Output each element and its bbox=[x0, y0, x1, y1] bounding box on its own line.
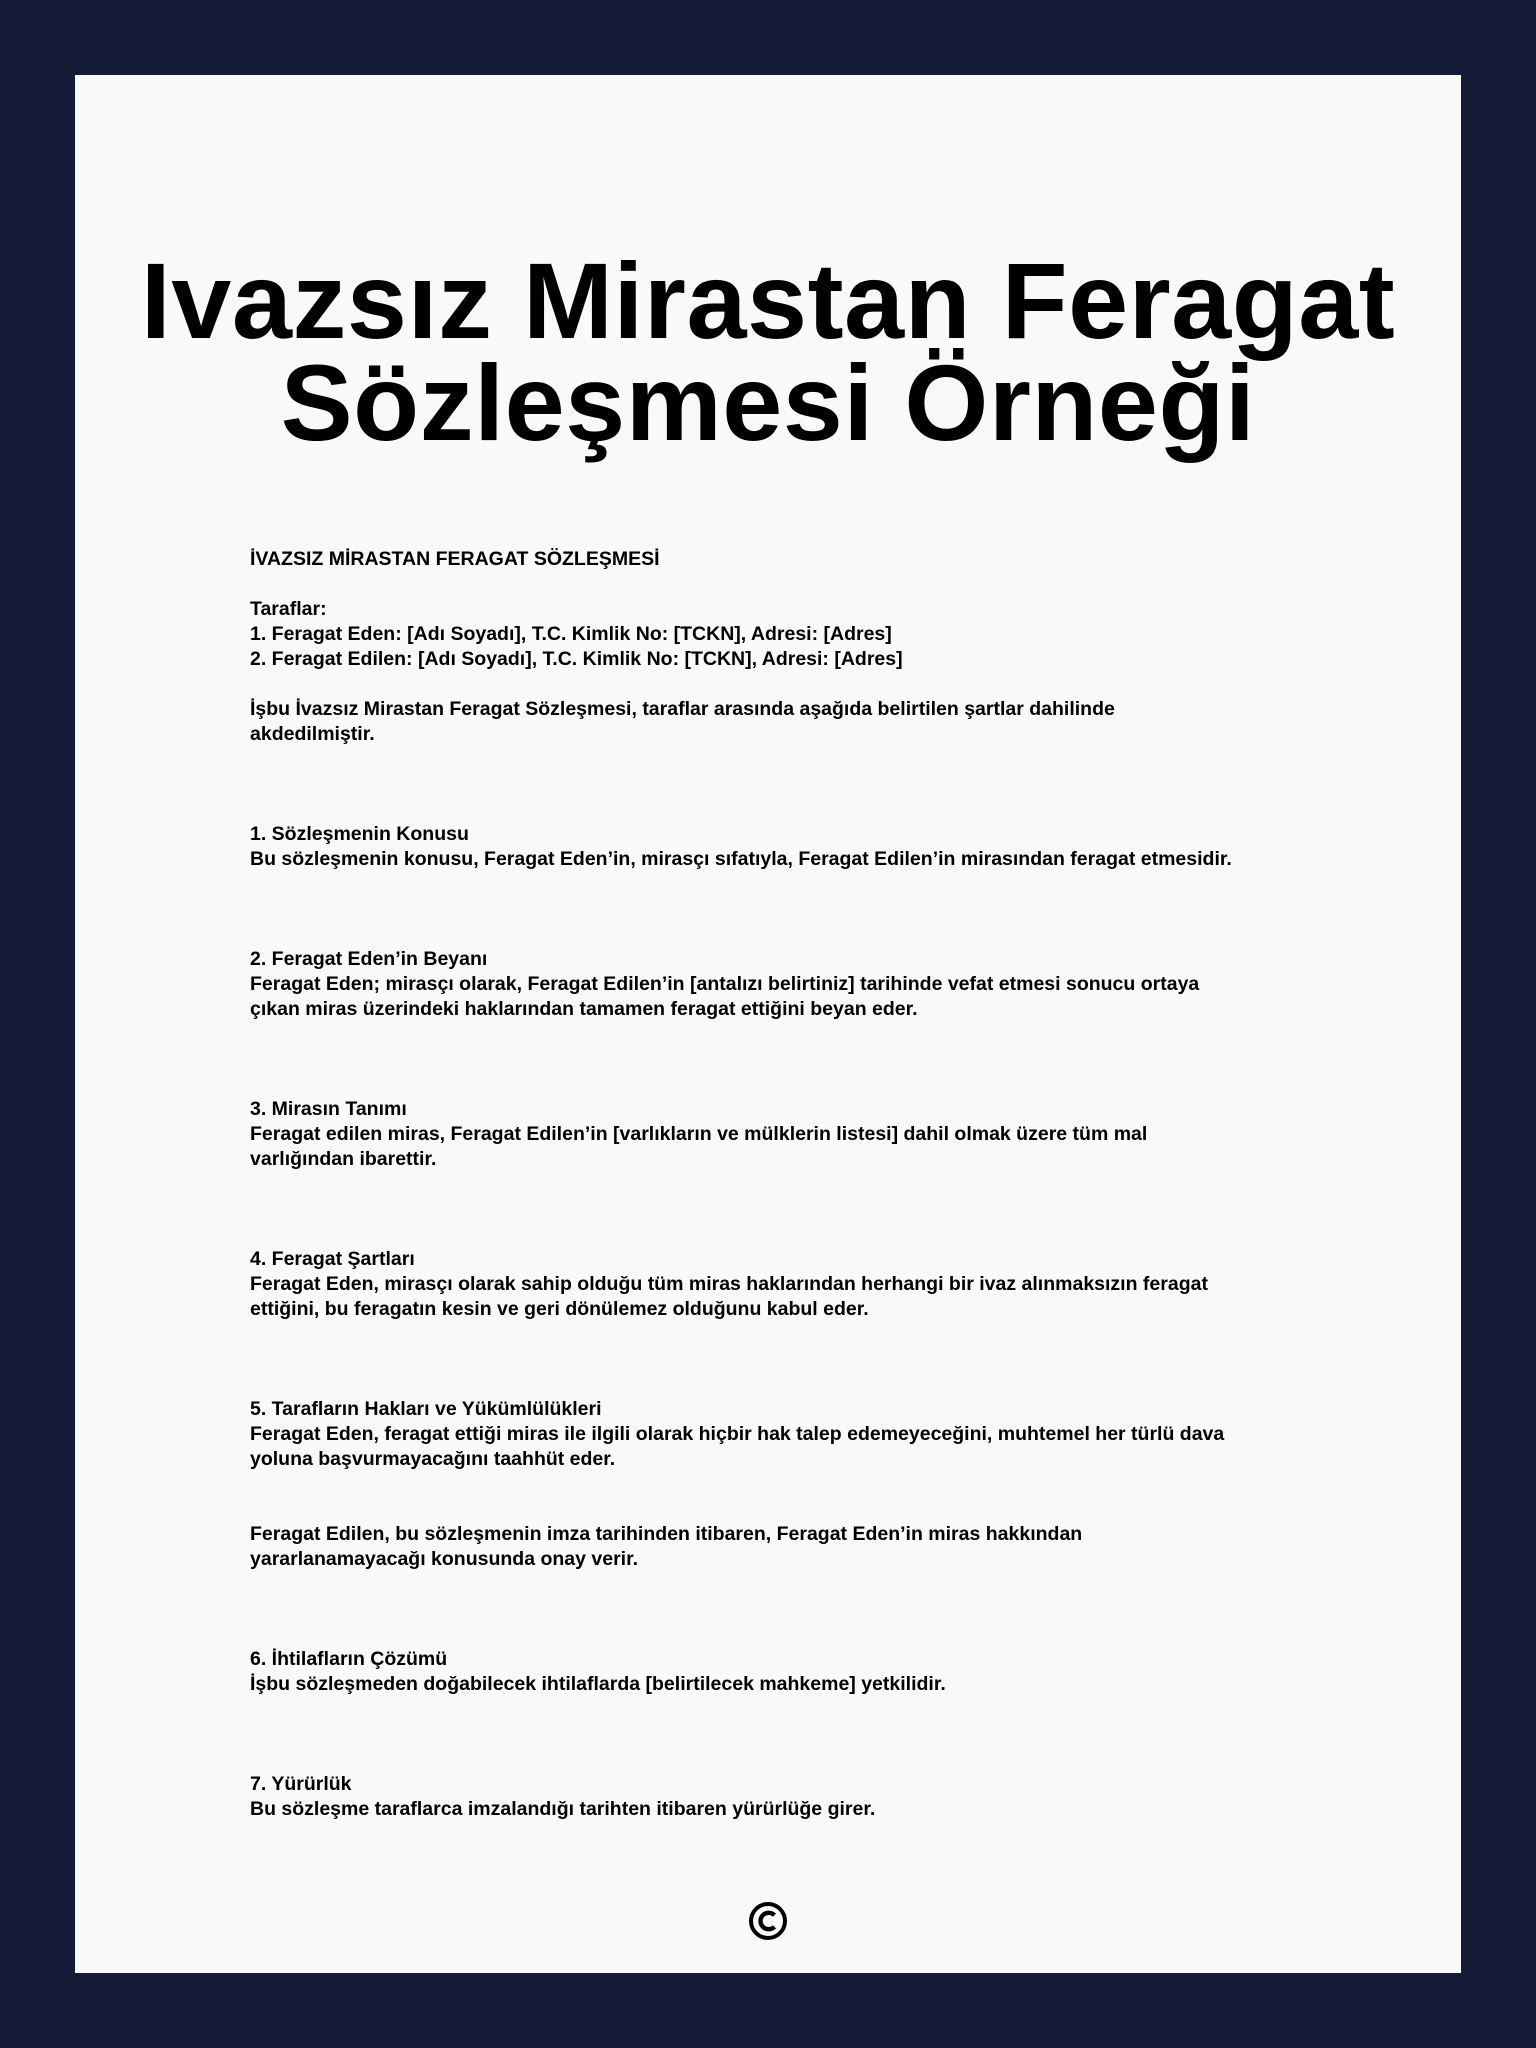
party-1: 1. Feragat Eden: [Adı Soyadı], T.C. Kimlik No: [TCKN], Adresi: [Adres] bbox=[250, 623, 892, 645]
section-line: Feragat Eden, mirasçı olarak sahip olduğu tüm miras haklarından herhangi bir ivaz alınmaksızın feragat bbox=[250, 1273, 1208, 1295]
intro-line: akdedilmiştir. bbox=[250, 723, 375, 745]
section-line: yoluna başvurmayacağını taahhüt eder. bbox=[250, 1448, 616, 1470]
document-heading: İVAZSIZ MİRASTAN FERAGAT SÖZLEŞMESİ bbox=[250, 548, 660, 570]
document-body bbox=[250, 547, 1350, 1897]
section-line: Feragat Eden; mirasçı olarak, Feragat Edilen’in [antalızı belirtiniz] tarihinde vefat etmesi sonucu ortaya bbox=[250, 973, 1200, 995]
party-2: 2. Feragat Edilen: [Adı Soyadı], T.C. Kimlik No: [TCKN], Adresi: [Adres] bbox=[250, 648, 903, 670]
section-line: çıkan miras üzerindeki haklarından tamamen feragat ettiğini beyan eder. bbox=[250, 998, 918, 1020]
title-line-2: Sözleşmesi Örneği bbox=[280, 342, 1256, 463]
parties-label: Taraflar: bbox=[250, 598, 327, 620]
copyright-icon bbox=[748, 1901, 788, 1941]
footer bbox=[75, 1901, 1461, 1946]
section-paragraph bbox=[250, 1397, 1350, 1472]
section-title: 1. Sözleşmenin Konusu bbox=[250, 823, 469, 845]
intro-paragraph bbox=[250, 697, 1350, 747]
section-line: yararlanamayacağı konusunda onay verir. bbox=[250, 1548, 639, 1570]
page-title bbox=[75, 240, 1461, 463]
title-line-1: Ivazsız Mirastan Feragat bbox=[140, 240, 1396, 361]
section-rights-obligations bbox=[250, 1397, 1350, 1572]
parties-block bbox=[250, 597, 1350, 672]
intro-line: İşbu İvazsız Mirastan Feragat Sözleşmesi, taraflar arasında aşağıda belirtilen şartlar dahilinde bbox=[250, 698, 1115, 720]
document-page bbox=[75, 75, 1461, 1973]
section-line: ettiğini, bu feragatın kesin ve geri dönülemez olduğunu kabul eder. bbox=[250, 1298, 869, 1320]
section-line: varlığından ibarettir. bbox=[250, 1148, 437, 1170]
section-title: 4. Feragat Şartları bbox=[250, 1248, 415, 1270]
section-line: Bu sözleşme taraflarca imzalandığı tarihten itibaren yürürlüğe girer. bbox=[250, 1798, 876, 1820]
section-effective-date bbox=[250, 1772, 1350, 1822]
section-line: İşbu sözleşmeden doğabilecek ihtilaflarda [belirtilecek mahkeme] yetkilidir. bbox=[250, 1673, 946, 1695]
section-title: 6. İhtilafların Çözümü bbox=[250, 1648, 448, 1670]
section-title: 2. Feragat Eden’in Beyanı bbox=[250, 948, 488, 970]
section-title: 7. Yürürlük bbox=[250, 1773, 352, 1795]
section-line: Bu sözleşmenin konusu, Feragat Eden’in, mirasçı sıfatıyla, Feragat Edilen’in mirasından feragat etmesidir. bbox=[250, 848, 1232, 870]
section-conditions bbox=[250, 1247, 1350, 1322]
section-title: 3. Mirasın Tanımı bbox=[250, 1098, 407, 1120]
section-dispute-resolution bbox=[250, 1647, 1350, 1697]
section-subject bbox=[250, 822, 1350, 872]
section-estate-definition bbox=[250, 1097, 1350, 1172]
section-line: Feragat edilen miras, Feragat Edilen’in [varlıkların ve mülklerin listesi] dahil olmak üzere tüm mal bbox=[250, 1123, 1148, 1145]
section-line: Feragat Eden, feragat ettiği miras ile ilgili olarak hiçbir hak talep edemeyeceğini, muhtemel her türlü dava bbox=[250, 1423, 1225, 1445]
section-declaration bbox=[250, 947, 1350, 1022]
section-line: Feragat Edilen, bu sözleşmenin imza tarihinden itibaren, Feragat Eden’in miras hakkından bbox=[250, 1523, 1083, 1545]
section-title: 5. Tarafların Hakları ve Yükümlülükleri bbox=[250, 1398, 602, 1420]
section-paragraph bbox=[250, 1522, 1350, 1572]
